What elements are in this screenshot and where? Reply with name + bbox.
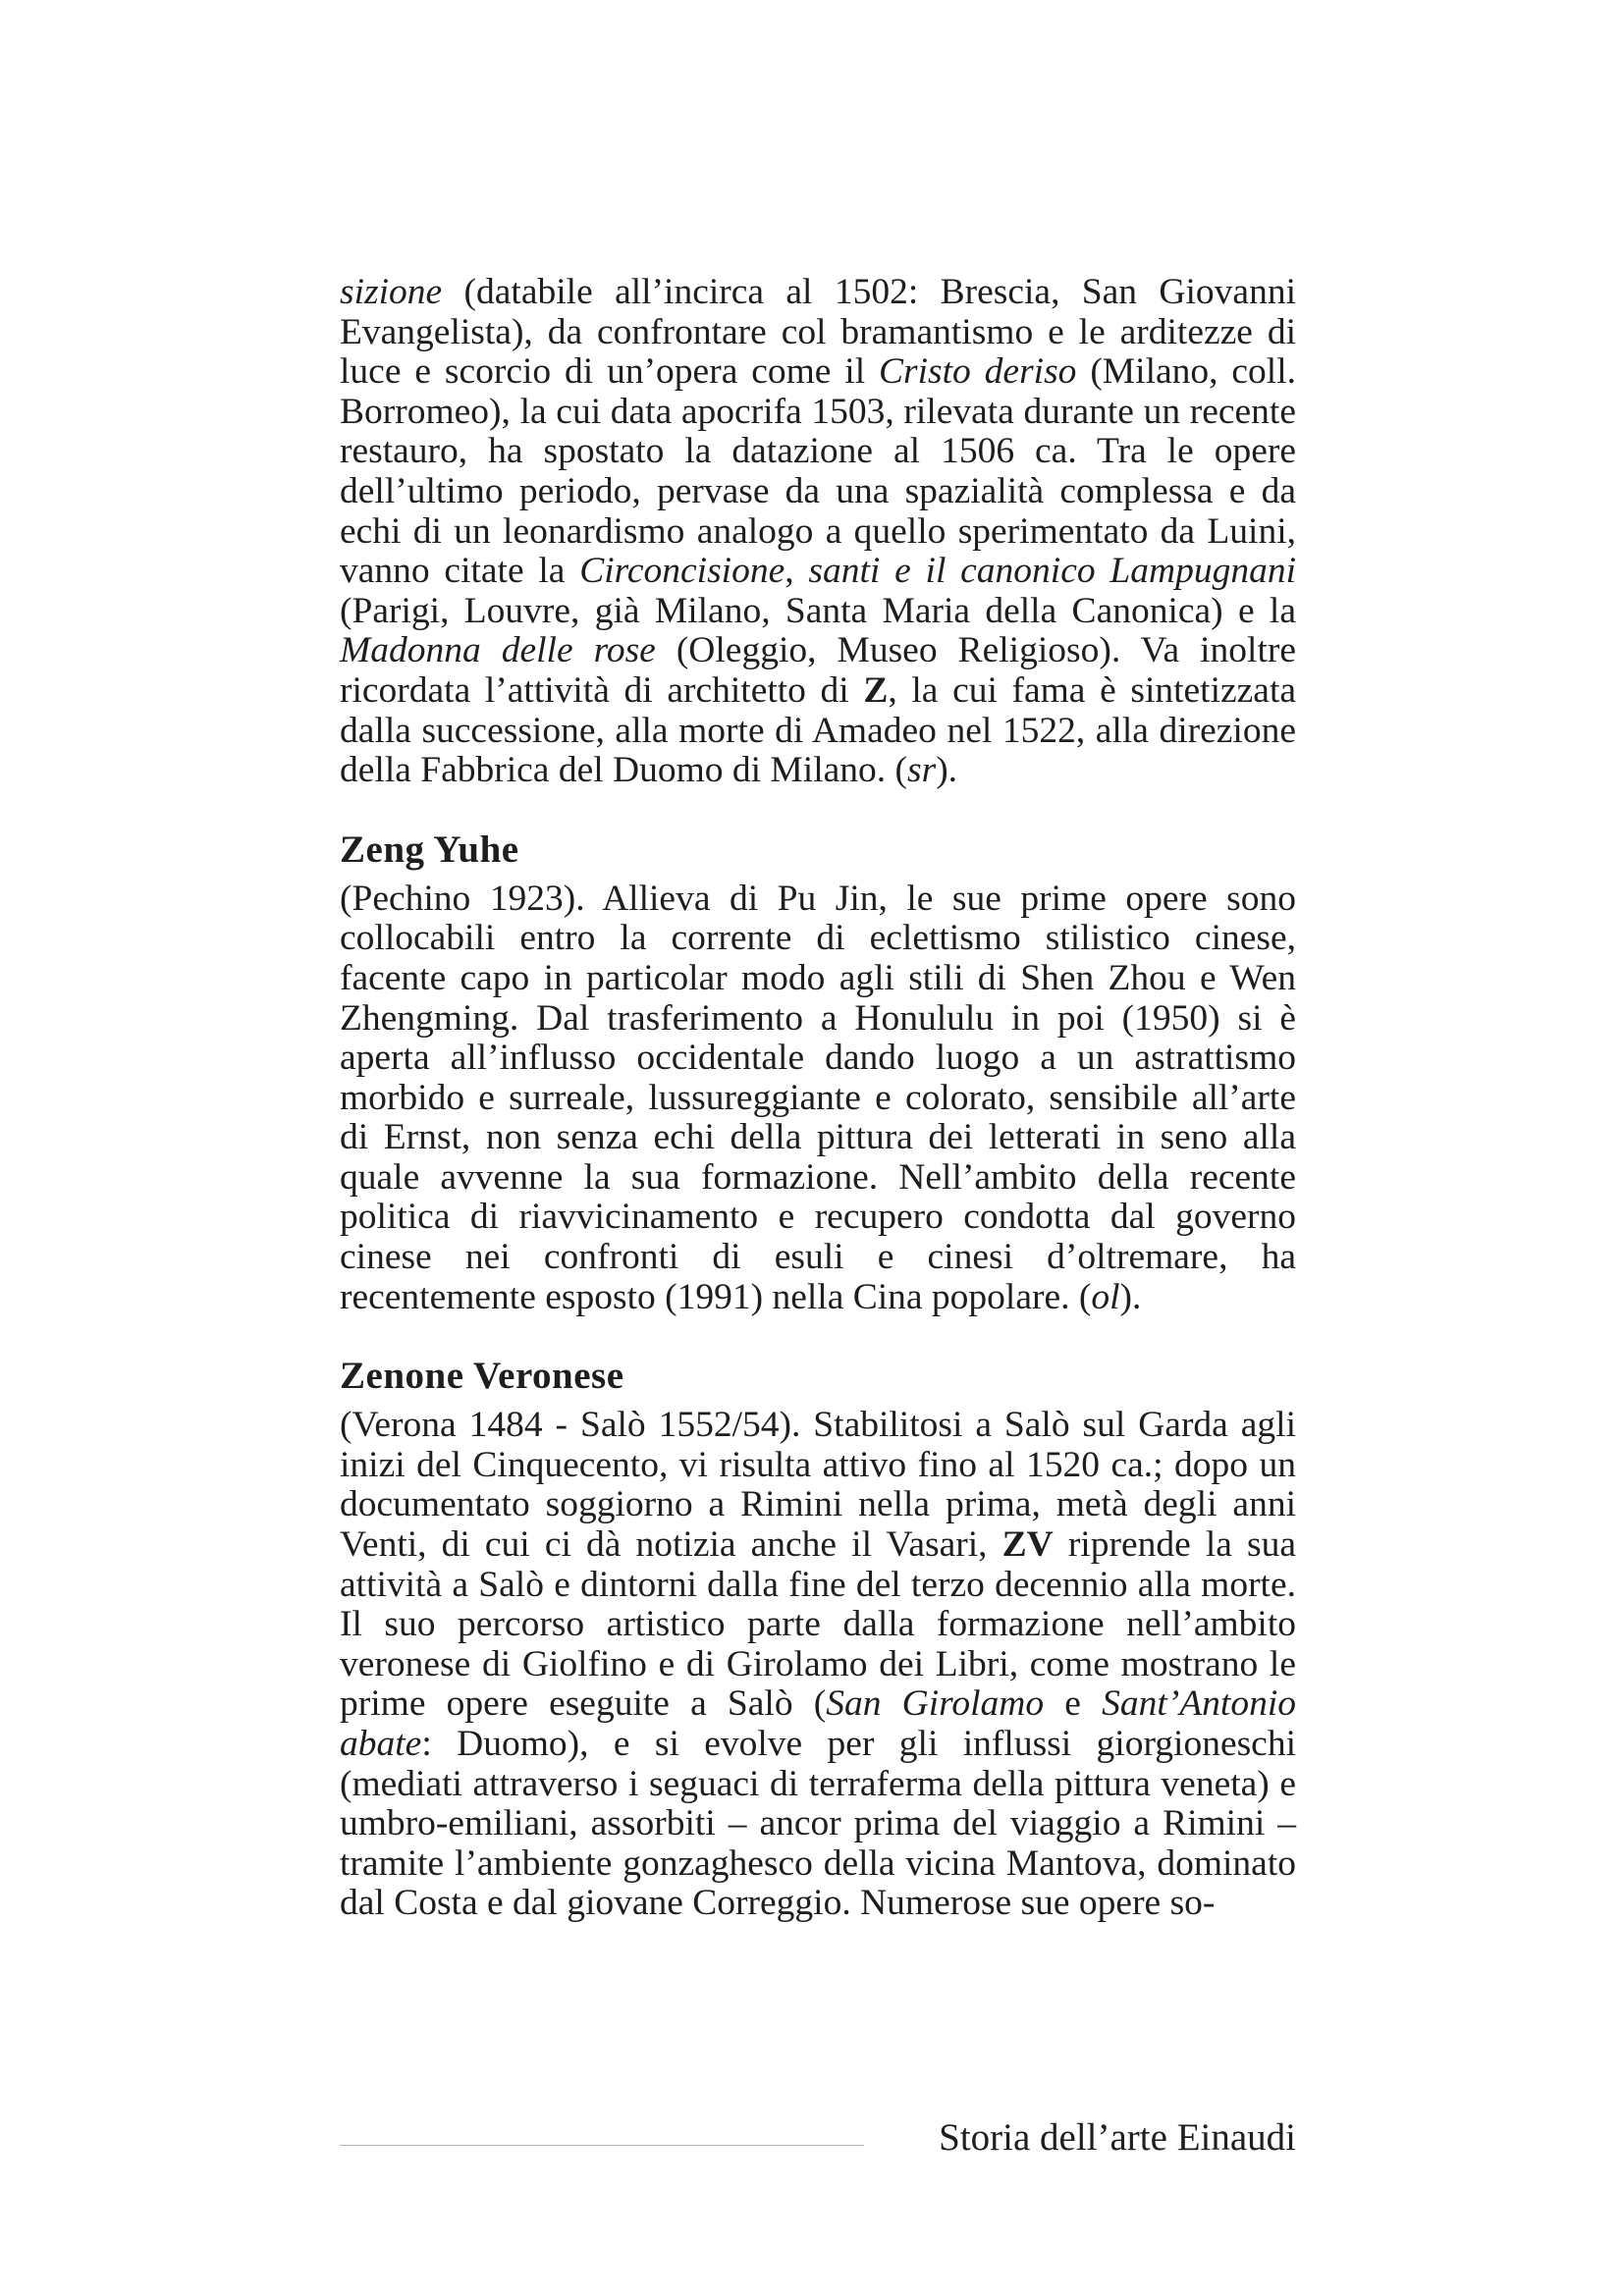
- entry-body: [340, 880, 1296, 1318]
- entry-body: [340, 1406, 1296, 1924]
- text-run: ,: [784, 551, 809, 592]
- text-run: (Oleggio, Museo Religioso). Va inoltre ricordata l’attività di architetto di: [340, 630, 1296, 711]
- text-run: ).: [936, 750, 958, 791]
- footer-title: Storia dell’arte Einaudi: [939, 2116, 1296, 2159]
- entry-title: Zeng Yuhe: [340, 828, 519, 871]
- text-run: e: [1044, 1683, 1103, 1725]
- italic-text: ol: [1091, 1276, 1120, 1317]
- text-run: ).: [1119, 1276, 1142, 1317]
- text-run: (Parigi, Louvre, già Milano, Santa Maria della Canonica) e la: [340, 590, 1296, 631]
- italic-text: Cristo deriso: [879, 351, 1077, 393]
- italic-text: San Girolamo: [826, 1683, 1045, 1725]
- text-run: riprende la sua attività a Salò e dintorni dalla fine del terzo decennio alla morte. Il suo percorso artistico parte dalla formazione nell’ambito veronese di Giolfino e di Girolamo dei Libri, come mostrano le prime opere eseguite a Salò (: [340, 1524, 1297, 1725]
- text-run: : Duomo), e si evolve per gli influssi giorgioneschi (mediati attraverso i seguaci di terraferma della pittura veneta) e umbro-emiliani, assorbiti – ancor prima del viaggio a Rimini – tramite l’ambiente gonzaghesco della vicina Mantova, dominato dal Costa e dal giovane Correggio. Numerose sue opere so-: [340, 1724, 1296, 1924]
- footer-rule: [340, 2145, 864, 2146]
- entry-zenone-veronese: [340, 1355, 1296, 1924]
- italic-text: Madonna delle rose: [340, 630, 656, 671]
- text-run: (Milano, coll. Borromeo), la cui data apocrifa 1503, rilevata durante un recente restauro, ha spostato la datazione al 1506 ca. Tra le opere dell’ultimo periodo, pervase da una spazialità complessa e da echi di un leonardismo analogo a quello sperimentato da Luini, vanno citate la: [340, 351, 1296, 592]
- bold-text: Z: [863, 669, 889, 711]
- page-footer: [340, 2112, 1296, 2163]
- text-run: (Verona 1484 - Salò 1552/54). Stabilitosi a Salò sul Garda agli inizi del Cinquecento, vi risulta attivo fino al 1520 ca.; dopo un documentato soggiorno a Rimini nella prima, metà degli anni Venti, di cui ci dà notizia anche il Vasari,: [340, 1405, 1296, 1566]
- text-column: [340, 273, 1296, 1924]
- text-run: , la cui fama è sintetizzata dalla successione, alla morte di Amadeo nel 1522, alla direzione della Fabbrica del Duomo di Milano. (: [340, 669, 1297, 791]
- bold-text: ZV: [1001, 1524, 1054, 1566]
- text-run: (Pechino 1923). Allieva di Pu Jin, le sue prime opere sono collocabili entro la corrente di eclettismo stilistico cinese, facente capo in particolar modo agli stili di Shen Zhou e Wen Zhengming. Dal trasferimento a Honululu in poi (1950) si è aperta all’influsso occidentale dando luogo a un astrattismo morbido e surreale, lussureggiante e colorato, sensibile all’arte di Ernst, non senza echi della pittura dei letterati in seno alla quale avvenne la sua formazione. Nell’ambito della recente politica di riavvicinamento e recupero condotta dal governo cinese nei confronti di esuli e cinesi d’oltremare, ha recentemente esposto (1991) nella Cina popolare. (: [340, 878, 1296, 1317]
- italic-text: santi e il canonico Lampugnani: [808, 551, 1296, 592]
- italic-text: Circoncisione: [579, 551, 785, 592]
- text-run: (databile all’incirca al 1502: Brescia, San Giovanni Evangelista), da confrontare col bramantismo e le arditezze di luce e scorcio di un’opera come il: [340, 272, 1296, 393]
- continuation-paragraph: [340, 273, 1296, 791]
- entry-title: Zenone Veronese: [340, 1355, 624, 1398]
- entry-zeng-yuhe: [340, 828, 1296, 1318]
- italic-text: sr: [907, 750, 937, 791]
- italic-text: Sant’Antonio abate: [340, 1683, 1296, 1764]
- italic-text: sizione: [340, 272, 443, 312]
